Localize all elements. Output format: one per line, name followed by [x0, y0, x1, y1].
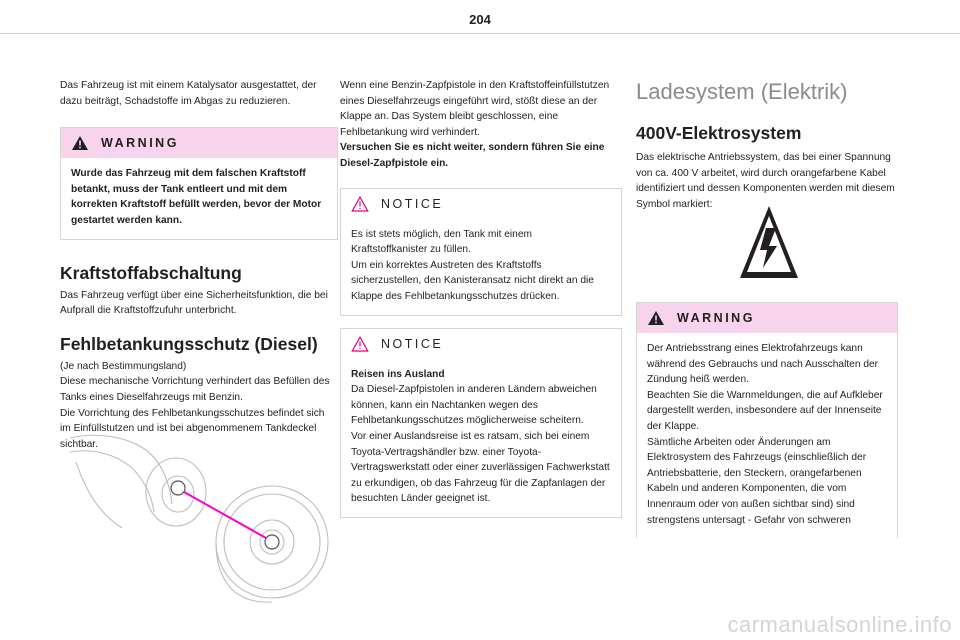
notice-abroad-heading: Reisen ins Ausland	[351, 368, 445, 380]
nozzle-instruction: Versuchen Sie es nicht weiter, sondern führen Sie eine Diesel-Zapfpistole ein.	[340, 142, 605, 169]
chapter-title: Ladesystem (Elektrik)	[636, 79, 848, 104]
high-voltage-icon	[738, 204, 800, 284]
warning-triangle-icon	[647, 310, 665, 326]
misfuel-heading: Fehlbetankungsschutz (Diesel)	[60, 333, 318, 354]
hv-warning-labels: Beachten Sie die Warnmeldungen, die auf Aufkleber dargestellt werden, insbesondere auf der Innenseite der Klappe.	[647, 389, 883, 432]
misfuel-location: Die Vorrichtung des Fehlbetankungsschutzes befindet sich im Einfüllstutzen und ist bei abgenommenem Tankdeckel sichtbar.	[60, 407, 325, 450]
fuel-cutoff-heading: Kraftstoffabschaltung	[60, 262, 242, 283]
notice-title: NOTICE	[381, 336, 444, 351]
column-right-lower	[636, 302, 898, 538]
column-left	[60, 78, 338, 452]
misfuel-country-note: (Je nach Bestimmungsland)	[60, 360, 187, 372]
catalyst-paragraph: Das Fahrzeug ist mit einem Katalysator ausgestattet, der dazu beiträgt, Schadstoffe im Abgas zu reduzieren.	[60, 80, 317, 107]
hv-system-heading: 400V-Elektrosystem	[636, 123, 802, 143]
notice-triangle-icon	[351, 196, 369, 212]
fuel-filler-illustration	[66, 432, 336, 612]
nozzle-paragraph: Wenn eine Benzin-Zapfpistole in den Kraftstoffeinfüllstutzen eines Dieselfahrzeugs eingeführt wird, stößt diese an der Klappe an. Das System bleibt geschlossen, eine Fehlbetankung wird verhindert.	[340, 80, 610, 138]
hv-warning-heat: Der Antriebsstrang eines Elektrofahrzeugs kann während des Gebrauchs und nach Ausschalten der Zündung heiß werden.	[647, 343, 879, 386]
header-divider	[0, 33, 960, 34]
hv-system-text: Das elektrische Antriebssystem, das bei einer Spannung von ca. 400 V arbeitet, wird durch orangefarbene Kabel identifiziert und dessen Komponenten werden mit diesem Symbol markiert:	[636, 152, 895, 210]
warning-text: Wurde das Fahrzeug mit dem falschen Kraftstoff betankt, muss der Tank entleert und mit dem korrekten Kraftstoff befüllt werden, bevor der Motor gestartet werden kann.	[71, 168, 322, 226]
warning-title: WARNING	[677, 311, 755, 325]
notice-canister-text: Es ist stets möglich, den Tank mit einem Kraftstoffkanister zu füllen.	[351, 228, 532, 256]
notice-box-canister	[340, 188, 622, 316]
notice-header	[341, 329, 621, 359]
warning-box-hv	[636, 302, 898, 538]
notice-abroad-text: Da Diesel-Zapfpistolen in anderen Ländern abweichen können, kann ein Nachtanken wegen des Fehlbetankungsschutzes möglicherweise scheitern.	[351, 384, 597, 427]
warning-header	[61, 128, 337, 158]
warning-title: WARNING	[101, 136, 179, 151]
hv-warning-work: Sämtliche Arbeiten oder Änderungen am Elektrosystem des Fahrzeugs (einschließlich der Antriebsbatterie, den Steckern, orangefarbenen Kabeln und anderen Komponenten, die vom Innenraum oder von außen sichtbar sind) sind strengstens untersagt - Gefahr von schweren	[647, 436, 867, 526]
notice-header	[341, 189, 621, 219]
page-number: 204	[469, 12, 491, 27]
notice-title: NOTICE	[381, 196, 444, 211]
notice-box-abroad	[340, 328, 622, 518]
warning-triangle-icon	[71, 135, 89, 151]
filler-flap-marker	[171, 481, 185, 495]
misfuel-description: Diese mechanische Vorrichtung verhindert das Befüllen des Tanks eines Dieselfahrzeugs mit Benzin.	[60, 376, 330, 403]
notice-triangle-icon	[351, 336, 369, 352]
fuel-cutoff-text: Das Fahrzeug verfügt über eine Sicherheitsfunktion, die bei Aufprall die Kraftstoffzufuhr unterbricht.	[60, 289, 328, 317]
warning-header	[637, 303, 897, 333]
warning-box-misfuel	[60, 127, 338, 239]
watermark: carmanualsonline.info	[727, 612, 952, 637]
column-middle	[340, 78, 622, 518]
notice-abroad-advice: Vor einer Auslandsreise ist es ratsam, sich bei einem Toyota-Vertragshändler bzw. einer Toyota-Vertragswerkstatt oder einer zuverlässigen Fachwerkstatt zu erkundigen, ob das Fahrzeug für die Zapfanlagen der besuchten Länder geeignet ist.	[351, 430, 610, 505]
notice-canister-advice: Um ein korrektes Austreten des Kraftstoffs sicherzustellen, den Kanisteransatz nicht direkt an die Klappe des Fehlbetankungsschutzes drücken.	[351, 259, 594, 302]
column-right	[636, 78, 898, 212]
detail-marker	[265, 535, 279, 549]
